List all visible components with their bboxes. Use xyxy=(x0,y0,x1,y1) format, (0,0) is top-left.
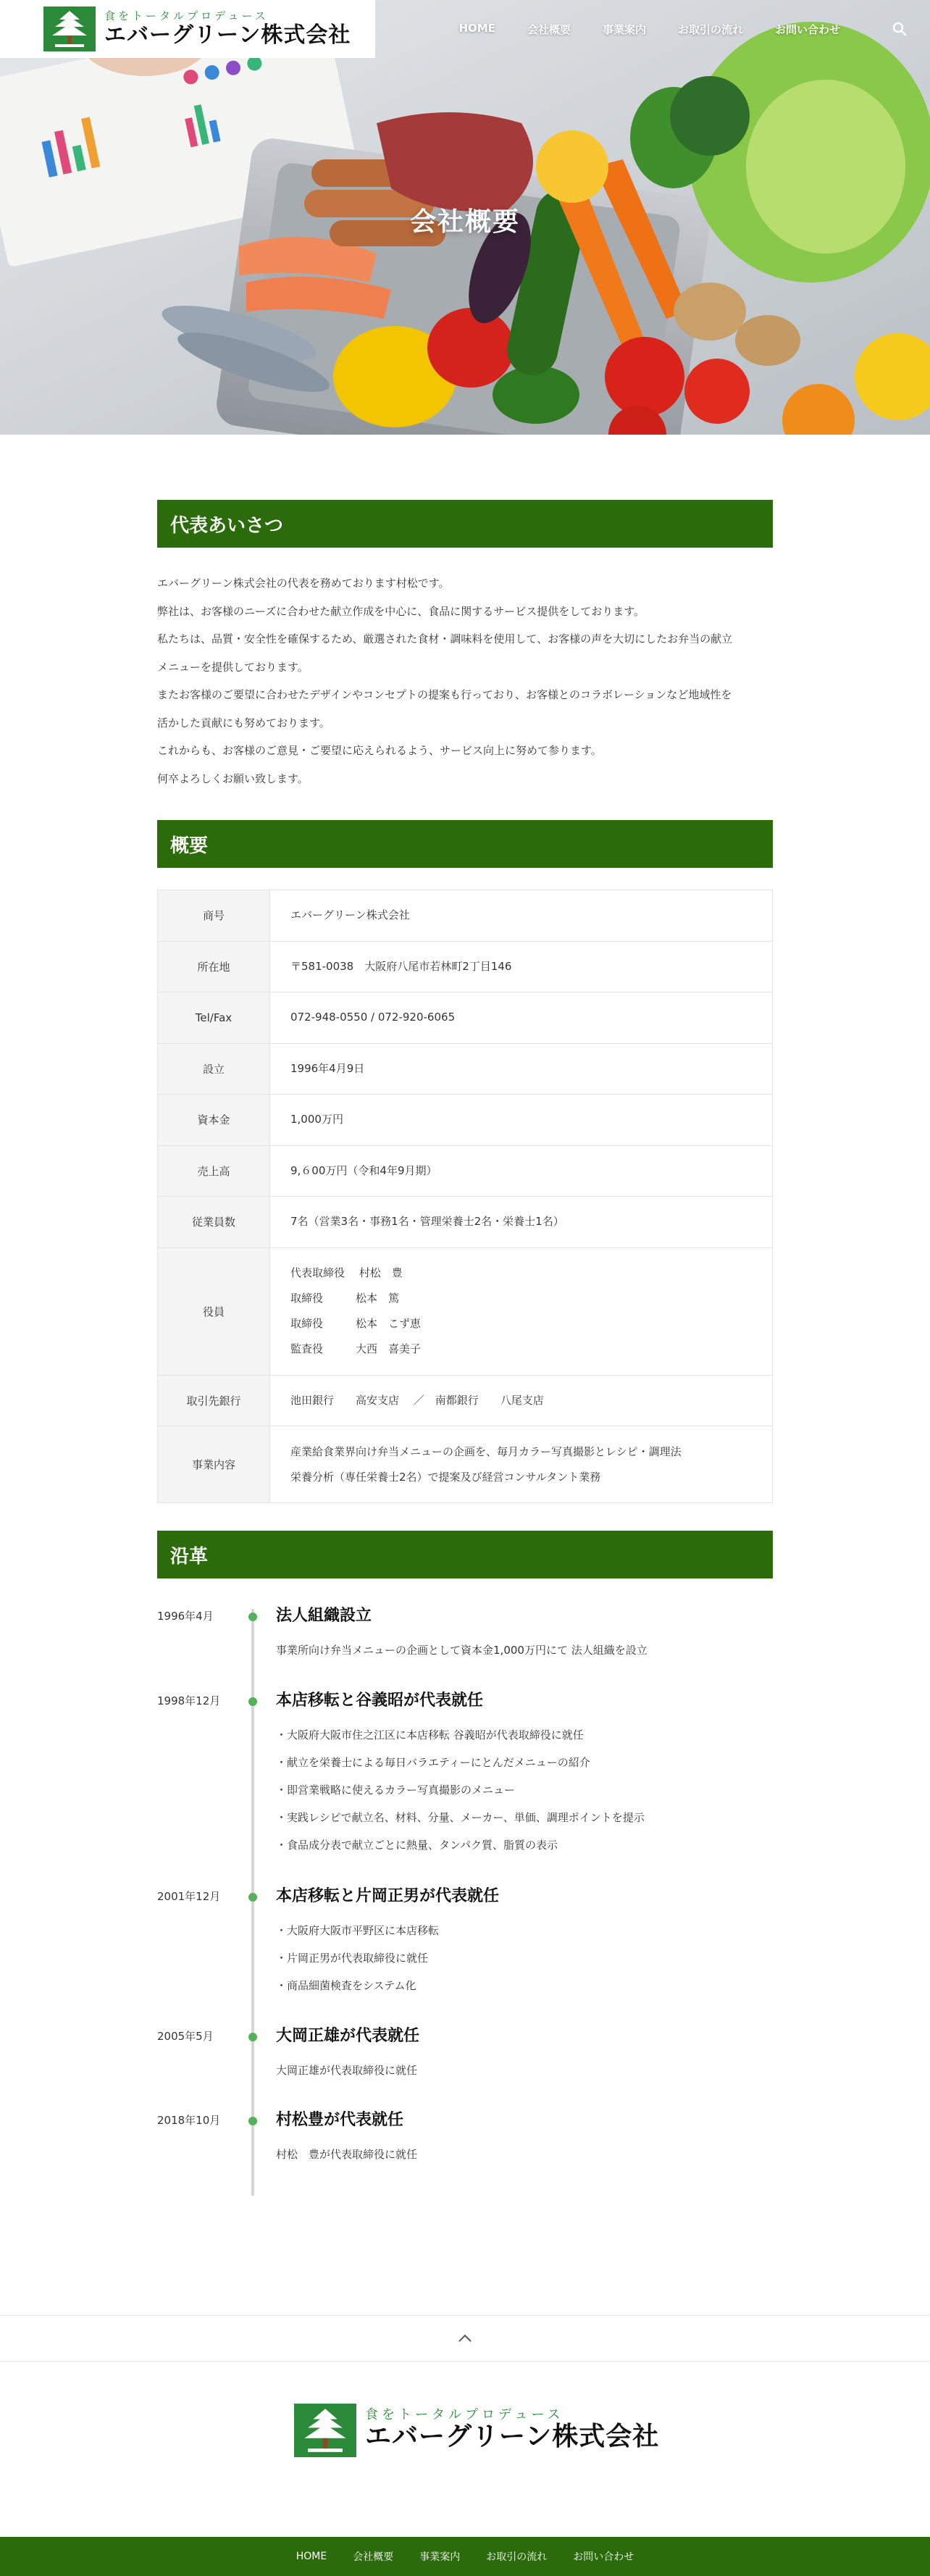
greeting-line: エバーグリーン株式会社の代表を務めております村松です。 xyxy=(157,577,450,590)
greeting-section xyxy=(157,500,773,793)
timeline-item: 大岡正雄が代表取締役に就任 xyxy=(276,2064,418,2077)
history-timeline xyxy=(157,1602,773,2178)
row-label: 事業内容 xyxy=(158,1426,270,1503)
nav-business[interactable]: 事業案内 xyxy=(602,23,646,36)
row-value xyxy=(270,1043,773,1095)
row-value-line: 7名（営業3名・事務1名・管理栄養士2名・栄養士1名） xyxy=(290,1215,564,1229)
footer-nav-contact[interactable]: お問い合わせ xyxy=(573,2551,634,2563)
timeline-entry xyxy=(157,2022,773,2106)
footer-logo[interactable] xyxy=(294,2404,659,2457)
timeline-entry xyxy=(157,1602,773,1686)
row-value-line: 代表取締役 村松 豊 xyxy=(290,1266,403,1279)
row-value-line: 取締役 松本 篤 xyxy=(290,1292,400,1305)
row-value-line: 取締役 松本 こず恵 xyxy=(290,1317,422,1330)
timeline-item: ・商品細菌検査をシステム化 xyxy=(276,1979,416,1992)
table-row xyxy=(158,1043,773,1095)
greeting-line: これからも、お客様のご意見・ご要望に応えられるよう、サービス向上に努めて参ります。 xyxy=(157,744,602,757)
site-header xyxy=(0,0,930,58)
chevron-up-icon xyxy=(457,2333,473,2343)
page-top-button[interactable] xyxy=(0,2315,930,2362)
row-value-line: 池田銀行 高安支店 ／ 南都銀行 八尾支店 xyxy=(290,1393,544,1407)
history-section xyxy=(157,1531,773,2178)
timeline-entry xyxy=(157,1686,773,1882)
timeline-entry xyxy=(157,2106,773,2178)
row-value-line: 栄養分析（専任栄養士2名）で提案及び経営コンサルタント業務 xyxy=(290,1470,601,1484)
table-row xyxy=(158,1375,773,1426)
tree-logo-icon xyxy=(43,7,96,51)
nav-company[interactable]: 会社概要 xyxy=(527,23,571,36)
timeline-date: 1998年12月 xyxy=(157,1694,221,1707)
footer-logo-tagline: 食をトータルプロデュース xyxy=(365,2407,564,2422)
timeline-dot xyxy=(248,2033,257,2041)
row-value-line: 072-948-0550 / 072-920-6065 xyxy=(290,1011,456,1024)
timeline-date: 2018年10月 xyxy=(157,2114,221,2127)
overview-section xyxy=(157,820,773,1503)
row-label: Tel/Fax xyxy=(158,992,270,1044)
greeting-line: 活かした貢献にも努めております。 xyxy=(157,716,330,729)
row-label: 設立 xyxy=(158,1043,270,1095)
history-heading: 沿革 xyxy=(157,1531,773,1578)
timeline-item: ・片岡正男が代表取締役に就任 xyxy=(276,1952,429,1965)
row-label: 取引先銀行 xyxy=(158,1375,270,1426)
timeline-title: 本店移転と片岡正男が代表就任 xyxy=(276,1887,500,1905)
row-value xyxy=(270,1375,773,1426)
timeline-item: ・食品成分表で献立ごとに熱量、タンパク質、脂質の表示 xyxy=(276,1839,558,1852)
timeline-title: 村松豊が代表就任 xyxy=(276,2111,404,2129)
row-label: 役員 xyxy=(158,1247,270,1375)
company-overview-table xyxy=(157,890,773,1503)
row-label: 従業員数 xyxy=(158,1197,270,1248)
row-value xyxy=(270,1247,773,1375)
timeline-date: 1996年4月 xyxy=(157,1610,214,1623)
greeting-text xyxy=(157,569,773,793)
greeting-line: 弊社は、お客様のニーズに合わせた献立作成を中心に、食品に関するサービス提供をしております。 xyxy=(157,604,645,618)
nav-home[interactable]: HOME xyxy=(458,22,495,35)
logo-tagline: 食をトータルプロデュース xyxy=(104,9,269,22)
footer-nav xyxy=(0,2537,930,2576)
timeline-title: 大岡正雄が代表就任 xyxy=(276,2027,420,2045)
greeting-line: またお客様のご要望に合わせたデザインやコンセプトの提案も行っており、お客様とのコラボレーションなど地域性を xyxy=(157,688,732,701)
timeline-dot xyxy=(248,2117,257,2125)
row-value xyxy=(270,941,773,992)
timeline-item: 村松 豊が代表取締役に就任 xyxy=(276,2148,418,2161)
table-row xyxy=(158,941,773,992)
greeting-heading: 代表あいさつ xyxy=(157,500,773,548)
search-icon[interactable] xyxy=(891,20,908,38)
row-label: 商号 xyxy=(158,890,270,942)
timeline-date: 2001年12月 xyxy=(157,1890,221,1903)
table-row xyxy=(158,1197,773,1248)
timeline-item: ・献立を栄養士による毎日バラエティーにとんだメニューの紹介 xyxy=(276,1756,590,1769)
overview-heading: 概要 xyxy=(157,820,773,868)
greeting-line: 何卒よろしくお願い致します。 xyxy=(157,771,309,785)
row-value xyxy=(270,1145,773,1197)
nav-flow[interactable]: お取引の流れ xyxy=(677,23,743,36)
logo-company-name: エバーグリーン株式会社 xyxy=(104,22,351,48)
row-value-line: エバーグリーン株式会社 xyxy=(290,908,410,922)
timeline-dot xyxy=(248,1697,257,1706)
row-value xyxy=(270,890,773,942)
timeline-title: 本店移転と谷義昭が代表就任 xyxy=(276,1691,484,1710)
row-value-line: 〒581‐0038 大阪府八尾市若林町2丁目146 xyxy=(290,959,512,973)
nav-contact[interactable]: お問い合わせ xyxy=(774,23,840,36)
row-label: 所在地 xyxy=(158,941,270,992)
timeline-item: ・大阪府大阪市平野区に本店移転 xyxy=(276,1924,440,1937)
row-value xyxy=(270,992,773,1044)
row-value-line: 監査役 大西 喜美子 xyxy=(290,1342,422,1355)
table-row xyxy=(158,992,773,1044)
timeline-item: ・大阪府大阪市住之江区に本店移転 谷義昭が代表取締役に就任 xyxy=(276,1728,584,1741)
timeline-item: 事業所向け弁当メニューの企画として資本金1,000万円にて 法人組織を設立 xyxy=(276,1644,648,1657)
row-label: 売上高 xyxy=(158,1145,270,1197)
footer-nav-company[interactable]: 会社概要 xyxy=(353,2551,394,2563)
site-logo[interactable] xyxy=(0,0,375,58)
footer-nav-home[interactable]: HOME xyxy=(296,2551,327,2562)
page-title: 会社概要 xyxy=(409,207,520,237)
table-row xyxy=(158,1145,773,1197)
main-nav xyxy=(427,19,840,40)
timeline-item: ・即営業戦略に使えるカラー写真撮影のメニュー xyxy=(276,1783,516,1797)
table-row xyxy=(158,890,773,942)
footer-nav-business[interactable]: 事業案内 xyxy=(419,2551,461,2563)
row-value xyxy=(270,1095,773,1146)
row-value xyxy=(270,1197,773,1248)
row-value-line: 1996年4月9日 xyxy=(290,1061,365,1075)
footer-nav-flow[interactable]: お取引の流れ xyxy=(486,2551,548,2563)
row-label: 資本金 xyxy=(158,1095,270,1146)
timeline-dot xyxy=(248,1613,257,1621)
row-value-line: 9,６00万円（令和4年9月期） xyxy=(290,1163,437,1177)
timeline-date: 2005年5月 xyxy=(157,2030,214,2043)
timeline-title: 法人組織設立 xyxy=(276,1607,372,1625)
row-value-line: 1,000万円 xyxy=(290,1113,343,1126)
table-row xyxy=(158,1247,773,1375)
tree-logo-icon xyxy=(294,2404,356,2457)
row-value-line: 産業給食業界向け弁当メニューの企画を、毎月カラー写真撮影とレシピ・調理法 xyxy=(290,1444,682,1458)
footer-logo-company-name: エバーグリーン株式会社 xyxy=(365,2422,660,2451)
timeline-entry xyxy=(157,1882,773,2022)
greeting-line: 私たちは、品質・安全性を確保するため、厳選された食材・調味料を使用して、お客様の声を大切にしたお弁当の献立 xyxy=(157,632,733,645)
timeline-item: ・実践レシピで献立名、材料、分量、メーカー、単価、調理ポイントを提示 xyxy=(276,1811,645,1824)
timeline-dot xyxy=(248,1893,257,1902)
hero-banner xyxy=(0,0,930,435)
table-row xyxy=(158,1426,773,1503)
main-content xyxy=(157,500,773,2178)
greeting-line: メニューを提供しております。 xyxy=(157,660,309,674)
row-value xyxy=(270,1426,773,1503)
table-row xyxy=(158,1095,773,1146)
